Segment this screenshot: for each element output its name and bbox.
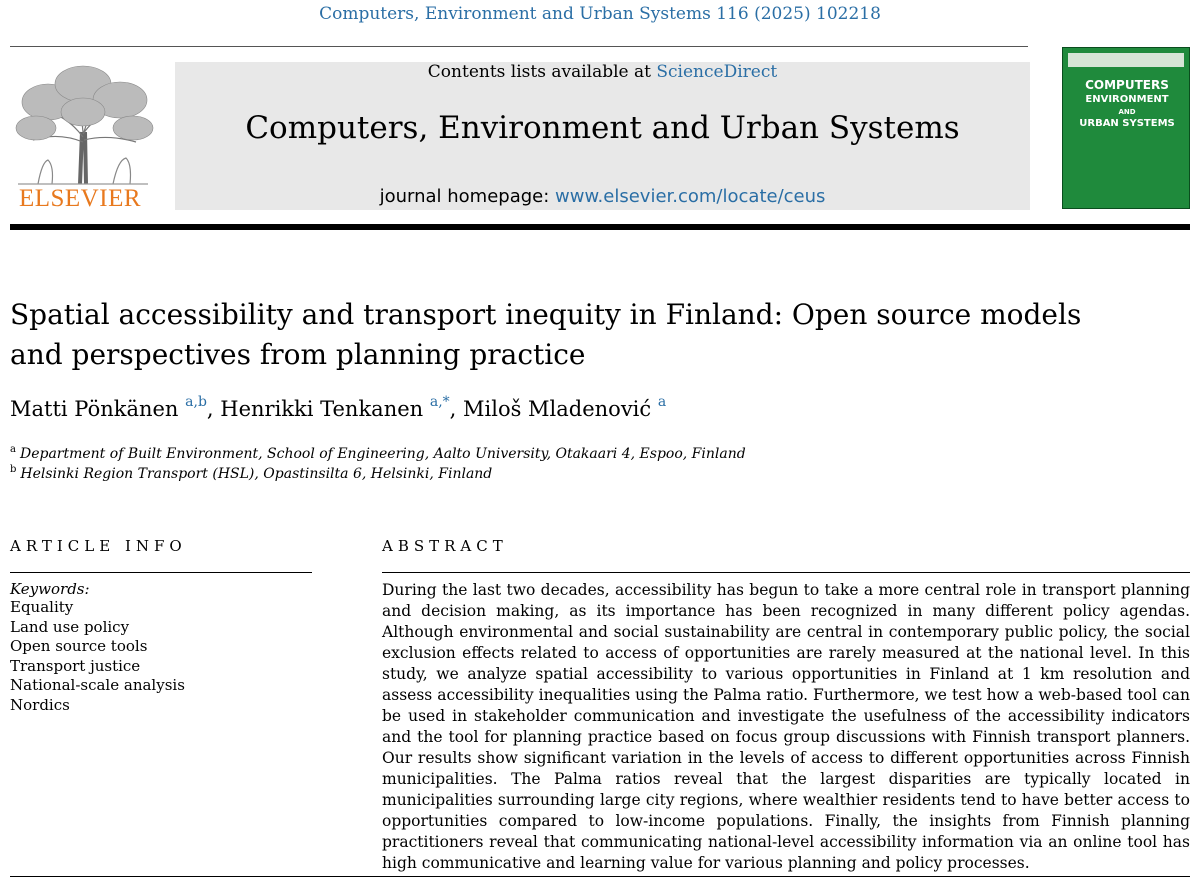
- sciencedirect-link[interactable]: ScienceDirect: [656, 62, 778, 82]
- article-title: Spatial accessibility and transport inequity in Finland: Open source models and perspectives from planning practice: [10, 298, 1082, 371]
- contents-prefix: Contents lists available at: [427, 62, 657, 82]
- journal-banner: [175, 62, 1030, 210]
- header-thick-rule: [10, 224, 1190, 230]
- author-name[interactable]: Matti Pönkänen: [10, 397, 186, 421]
- cover-line-1: COMPUTERS: [1085, 78, 1169, 92]
- cover-line-2: ENVIRONMENT: [1085, 94, 1169, 105]
- keyword-item: Open source tools: [10, 637, 148, 655]
- cover-line-4: URBAN SYSTEMS: [1079, 118, 1175, 129]
- author-list: Matti Pönkänen $^{a,b}$, Henrikki Tenkanen $^{a,*}$, Miloš Mladenović $^a$: [10, 394, 667, 421]
- cover-line-3: AND: [1118, 108, 1136, 116]
- journal-citation: Computers, Environment and Urban Systems 116 (2025) 102218: [319, 4, 881, 24]
- elsevier-wordmark: ELSEVIER: [18, 185, 142, 212]
- affiliation-mark: a: [10, 444, 16, 455]
- bottom-rule: [10, 876, 1190, 877]
- abstract-heading: ABSTRACT: [382, 537, 508, 555]
- journal-homepage-line: [175, 186, 1030, 207]
- keyword-item: Land use policy: [10, 617, 130, 636]
- affiliation: [10, 464, 492, 482]
- contents-line: [175, 62, 1030, 82]
- article-info-rule: [10, 572, 312, 573]
- affiliation-text: Department of Built Environment, School of Engineering, Aalto University, Otakaari 4, Espoo, Finland: [19, 446, 746, 462]
- author-affiliation-mark[interactable]: a,b: [185, 394, 207, 410]
- journal-cover[interactable]: [1062, 47, 1190, 209]
- author-affiliation-mark[interactable]: a,*: [429, 394, 450, 410]
- affiliation-text: Helsinki Region Transport (HSL), Opastinsilta 6, Helsinki, Finland: [20, 466, 493, 482]
- homepage-prefix: journal homepage:: [379, 186, 556, 207]
- article-info-heading: ARTICLE INFO: [10, 537, 187, 555]
- affiliation: [10, 444, 746, 462]
- abstract-rule: [382, 572, 1190, 573]
- keywords-label: Keywords:: [10, 580, 90, 598]
- journal-title: Computers, Environment and Urban Systems: [245, 110, 960, 146]
- cover-strip: [1068, 53, 1184, 67]
- header-divider: [10, 46, 1028, 47]
- keyword-list: [10, 598, 185, 715]
- abstract-text: During the last two decades, accessibility has begun to take a more central role in transport planning and decision making, as its importance has been recognized in many different policy agendas. Although environmental and social sustainability are central in contemporary public policy, the social exclusion effects related to access of opportunities are rarely measured at the national level. In this study, we analyze spatial accessibility to various opportunities in Finland at 1 km resolution and assess accessibility inequalities using the Palma ratio. Furthermore, we test how a web-based tool can be used in stakeholder communication and investigate the usefulness of the accessibility indicators and the tool for planning practice based on focus group discussions with Finnish transport planners. Our results show significant variation in the levels of access to different opportunities across Finnish municipalities. The Palma ratios reveal that the largest disparities are typically located in municipalities surrounding large city regions, where wealthier residents tend to have better access to opportunities compared to low-income populations. Finally, the insights from Finnish planning practitioners reveal that communicating national-level accessibility information via an online tool has high communicative and learning value for various planning and policy processes.: [382, 581, 1190, 872]
- author-name[interactable]: Miloš Mladenović: [463, 397, 658, 421]
- journal-homepage-link[interactable]: www.elsevier.com/locate/ceus: [555, 186, 826, 207]
- affiliation-mark: b: [10, 464, 17, 475]
- author-name[interactable]: Henrikki Tenkanen: [220, 397, 430, 421]
- keyword-item: National-scale analysis: [10, 676, 185, 694]
- keyword-item: Equality: [10, 598, 74, 616]
- keyword-item: Nordics: [10, 695, 70, 714]
- keyword-item: Transport justice: [10, 656, 141, 675]
- tree-icon: [8, 62, 158, 187]
- author-affiliation-mark[interactable]: a: [657, 394, 667, 410]
